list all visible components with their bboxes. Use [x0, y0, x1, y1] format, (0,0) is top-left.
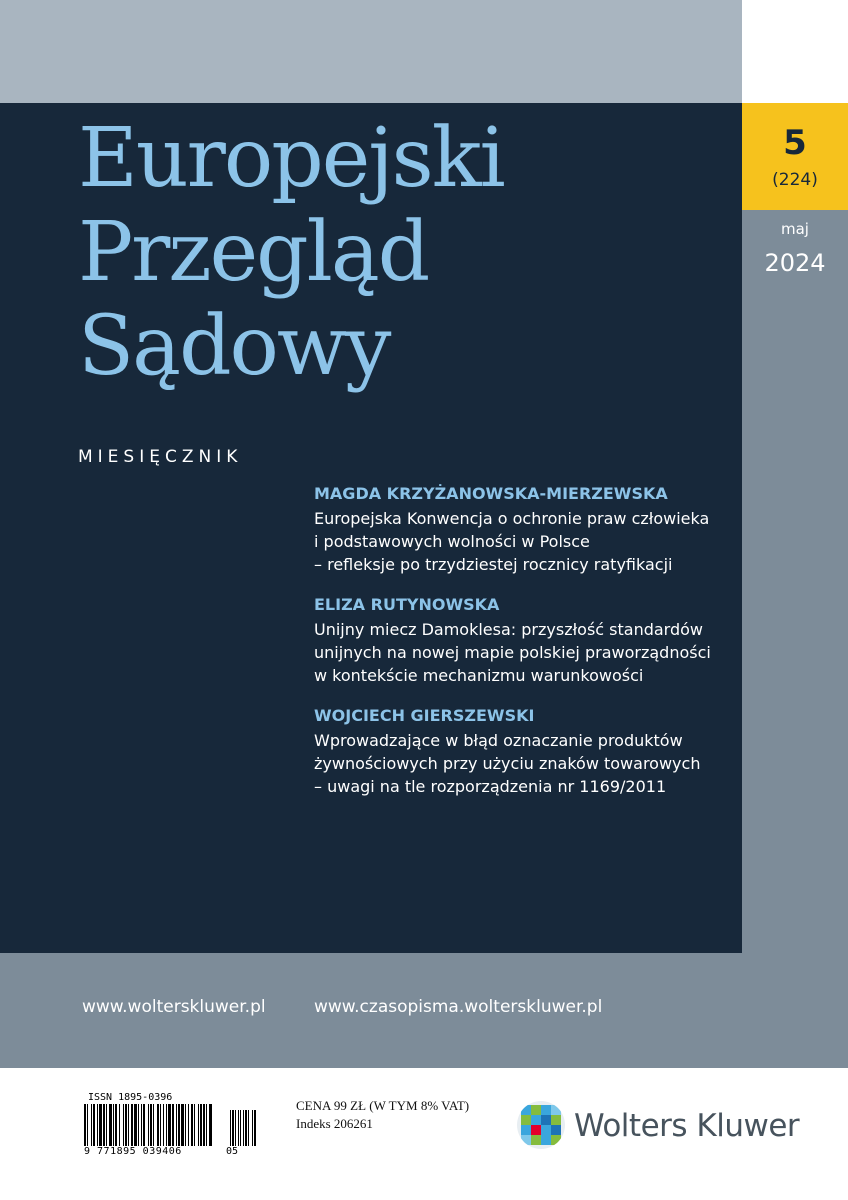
side-strip — [742, 210, 848, 1068]
article-title-line: Unijny miecz Damoklesa: przyszłość standardów — [314, 620, 703, 639]
article-title-line: w kontekście mechanizmu warunkowości — [314, 666, 644, 685]
publisher-name: Wolters Kluwer — [574, 1108, 800, 1144]
issn-label: ISSN 1895-0396 — [88, 1092, 173, 1103]
publisher-url[interactable]: www.wolterskluwer.pl — [82, 997, 266, 1017]
journal-title-line: Przegląd — [78, 205, 429, 300]
journal-title-line: Europejski — [78, 111, 504, 206]
article-title-line: i podstawowych wolności w Polsce — [314, 532, 590, 551]
article-title-line: unijnych na nowej mapie polskiej praworządności — [314, 643, 711, 662]
issue-number: 5 — [783, 123, 807, 163]
journal-title-line: Sądowy — [78, 299, 390, 394]
barcode-addon: 05 — [226, 1146, 239, 1157]
barcode-block — [84, 1092, 284, 1164]
journal-title — [78, 112, 504, 394]
wolters-kluwer-logo-icon — [516, 1100, 566, 1150]
price-label: CENA 99 ZŁ (W TYM 8% VAT) — [296, 1098, 470, 1113]
barcode-icon — [84, 1104, 280, 1146]
article-title — [314, 729, 734, 798]
article-title-line: żywnościowych przy użyciu znaków towarowych — [314, 754, 701, 773]
top-band — [0, 0, 742, 103]
article-title-line: – refleksje po trzydziestej rocznicy ratyfikacji — [314, 555, 673, 574]
index-label: Indeks 206261 — [296, 1116, 373, 1131]
article-title-line: Wprowadzające w błąd oznaczanie produktów — [314, 731, 683, 750]
article-title — [314, 507, 734, 576]
issue-month: maj — [781, 220, 809, 238]
journals-url[interactable]: www.czasopisma.wolterskluwer.pl — [314, 997, 603, 1017]
issue-year: 2024 — [764, 249, 826, 277]
article-author: WOJCIECH GIERSZEWSKI — [314, 706, 535, 725]
article-author: MAGDA KRZYŻANOWSKA-MIERZEWSKA — [314, 484, 668, 503]
article-title — [314, 618, 734, 687]
article-title-line: – uwagi na tle rozporządzenia nr 1169/2011 — [314, 777, 667, 796]
article-entry — [314, 483, 734, 576]
article-author: ELIZA RUTYNOWSKA — [314, 595, 500, 614]
article-title-line: Europejska Konwencja o ochronie praw człowieka — [314, 509, 710, 528]
article-entry — [314, 705, 734, 798]
journal-subtitle: MIESIĘCZNIK — [78, 447, 243, 467]
article-entry — [314, 594, 734, 687]
issue-total-number: (224) — [772, 170, 818, 190]
barcode-number: 9 771895 039406 — [84, 1146, 182, 1157]
